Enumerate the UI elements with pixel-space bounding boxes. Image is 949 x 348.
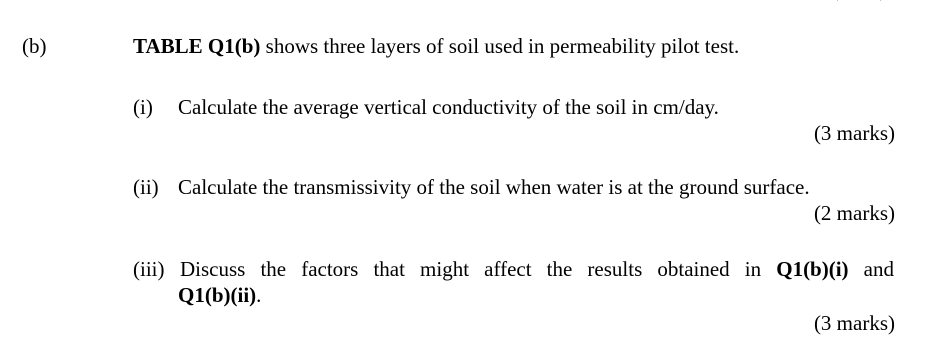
item-text-iii-part3: .: [256, 283, 262, 307]
item-text-iii-line1: [180, 257, 894, 281]
item-text-ii: Calculate the transmissivity of the soil when water is at the ground surface.: [178, 175, 810, 199]
item-number-iii: (iii): [133, 257, 165, 281]
part-label: (b): [22, 34, 47, 58]
cropped-marks-bracket: [820, 0, 900, 4]
table-reference: TABLE Q1(b): [133, 34, 261, 58]
item-text-iii-line2: [178, 283, 261, 307]
item-text-iii-part2: and: [848, 257, 894, 281]
item-text-iii-part1: Discuss the factors that might affect the results obtained in: [180, 257, 777, 281]
marks-i: (3 marks): [813, 121, 895, 145]
intro-text: shows three layers of soil used in permeability pilot test.: [260, 34, 740, 58]
item-number-i: (i): [133, 95, 153, 119]
ref-q1bii: Q1(b)(ii): [178, 283, 257, 307]
item-number-ii: (ii): [133, 175, 159, 199]
item-text-i: Calculate the average vertical conductivity of the soil in cm/day.: [178, 95, 719, 119]
marks-iii: (3 marks): [813, 311, 895, 335]
question-intro: [133, 34, 739, 58]
ref-q1bi: Q1(b)(i): [776, 257, 849, 281]
marks-ii: (2 marks): [813, 201, 895, 225]
